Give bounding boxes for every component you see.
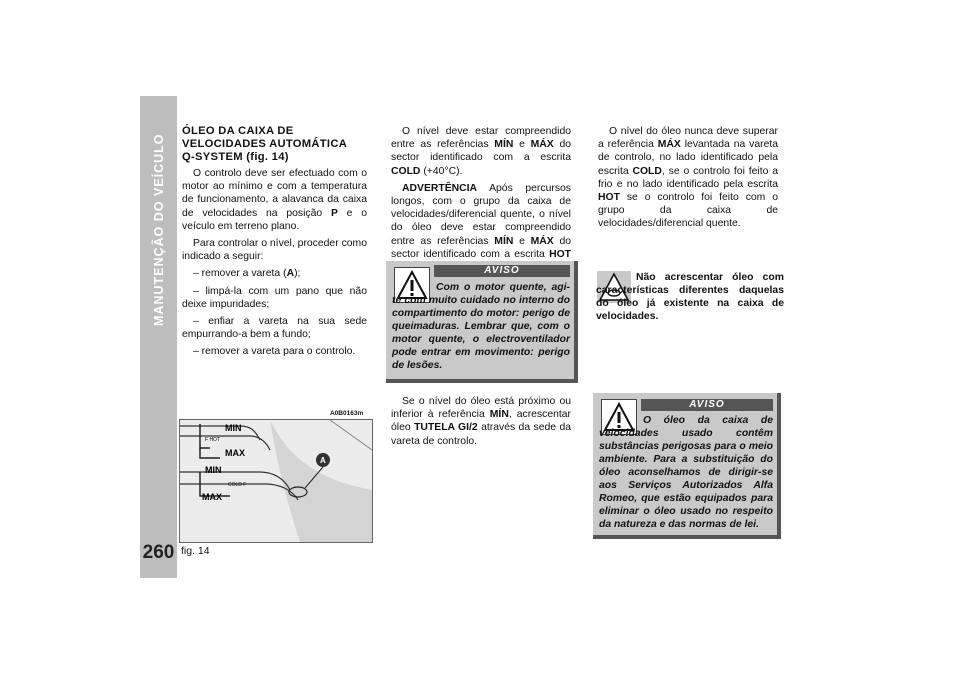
paragraph: ADVERTÊNCIA Após percursos longos, com o grupo da caixa de velocidades/diferencial quente, o nível do óleo deve estar compreendido entre as referências MÍN e MÁX do sector identificado com a escrita HOT xyxy=(391,182,572,260)
cold-marker: COLD F xyxy=(228,482,247,488)
list-item: – limpá-la com um pano que não deixe impuridades; xyxy=(182,285,367,310)
list-item: – remover a vareta para o controlo. xyxy=(193,346,356,358)
warning-label: AVISO xyxy=(434,265,570,277)
paragraph: O nível deve estar compreendido entre as referências MÍN e MÁX do sector identificado com a escrita COLD (+40°C). xyxy=(391,126,572,177)
figure-caption: fig. 14 xyxy=(181,545,210,557)
warning-label: AVISO xyxy=(641,399,773,411)
warning-text: O óleo da caixa de velocidades usado contêm substâncias perigosas para o meio ambiente. Para a substituição do óleo aconselhamos de dirigir-se aos Serviços Autorizados Alfa Romeo, que estão equipados para eliminar o óleo usado no respeito da natureza e das normas de lei. xyxy=(599,415,773,530)
paragraph: O nível do óleo nunca deve superar a referência MÁX levantada na vareta de controlo, no lado identificado pela escrita COLD, se o controlo foi feito a frio e no lado identificado pela escrita HOT se o controlo foi feito com o grupo da caixa de velocidades/diferencial quente. xyxy=(598,126,779,230)
column-2 xyxy=(391,125,571,278)
paragraph: Para controlar o nível, proceder como indicado a seguir: xyxy=(182,238,367,263)
list-item: – enfiar a vareta na sua sede empurrando-a bem a fundo; xyxy=(182,316,367,341)
dipstick-illustration xyxy=(180,420,372,542)
section-title: MANUTENÇÃO DO VEÍCULO xyxy=(151,133,166,326)
max-top-label: MAX xyxy=(225,448,245,458)
section-heading: ÓLEO DA CAIXA DE VELOCIDADES AUTOMÁTICA Q-SYSTEM (fig. 14) xyxy=(182,125,348,163)
hot-marker: F HOT xyxy=(205,437,220,443)
warning-box-environment xyxy=(593,393,781,539)
warning-text: Com o motor quente, agi-te com muito cuidado no interno do compartimento do motor: perigo de queimaduras. Lembrar que, com o motor quente, o electroventilador pode entrar em movimento: perigo de lesões. xyxy=(392,282,570,371)
paragraph: Se o nível do óleo está próximo ou inferior à referência MÍN, acrescentar óleo TUTELA GI/2 através da sede da vareta de controlo. xyxy=(391,396,572,447)
column-2-bottom xyxy=(391,395,571,452)
column-1 xyxy=(182,125,367,363)
warning-box-burns xyxy=(386,261,578,383)
marker-a: A xyxy=(320,456,326,465)
min-bottom-label: MIN xyxy=(205,465,222,475)
note-oil-compatibility: Não acrescentar óleo com características diferentes daquelas do óleo já existente na caixa de velocidades. xyxy=(596,272,784,322)
figure-code: A0B0163m xyxy=(330,410,364,417)
max-bottom-label: MAX xyxy=(202,492,222,502)
column-3 xyxy=(598,125,778,235)
paragraph: O controlo deve ser efectuado com o motor ao mínimo e com a temperatura de funcionamento, a alavanca da caixa de velocidades na posição P e o veículo em terreno plano. xyxy=(182,168,367,232)
dipstick-figure xyxy=(179,419,373,543)
page-number: 260 xyxy=(142,542,175,563)
list-item: – remover a vareta (A); xyxy=(193,268,301,280)
min-top-label: MIN xyxy=(225,423,242,433)
